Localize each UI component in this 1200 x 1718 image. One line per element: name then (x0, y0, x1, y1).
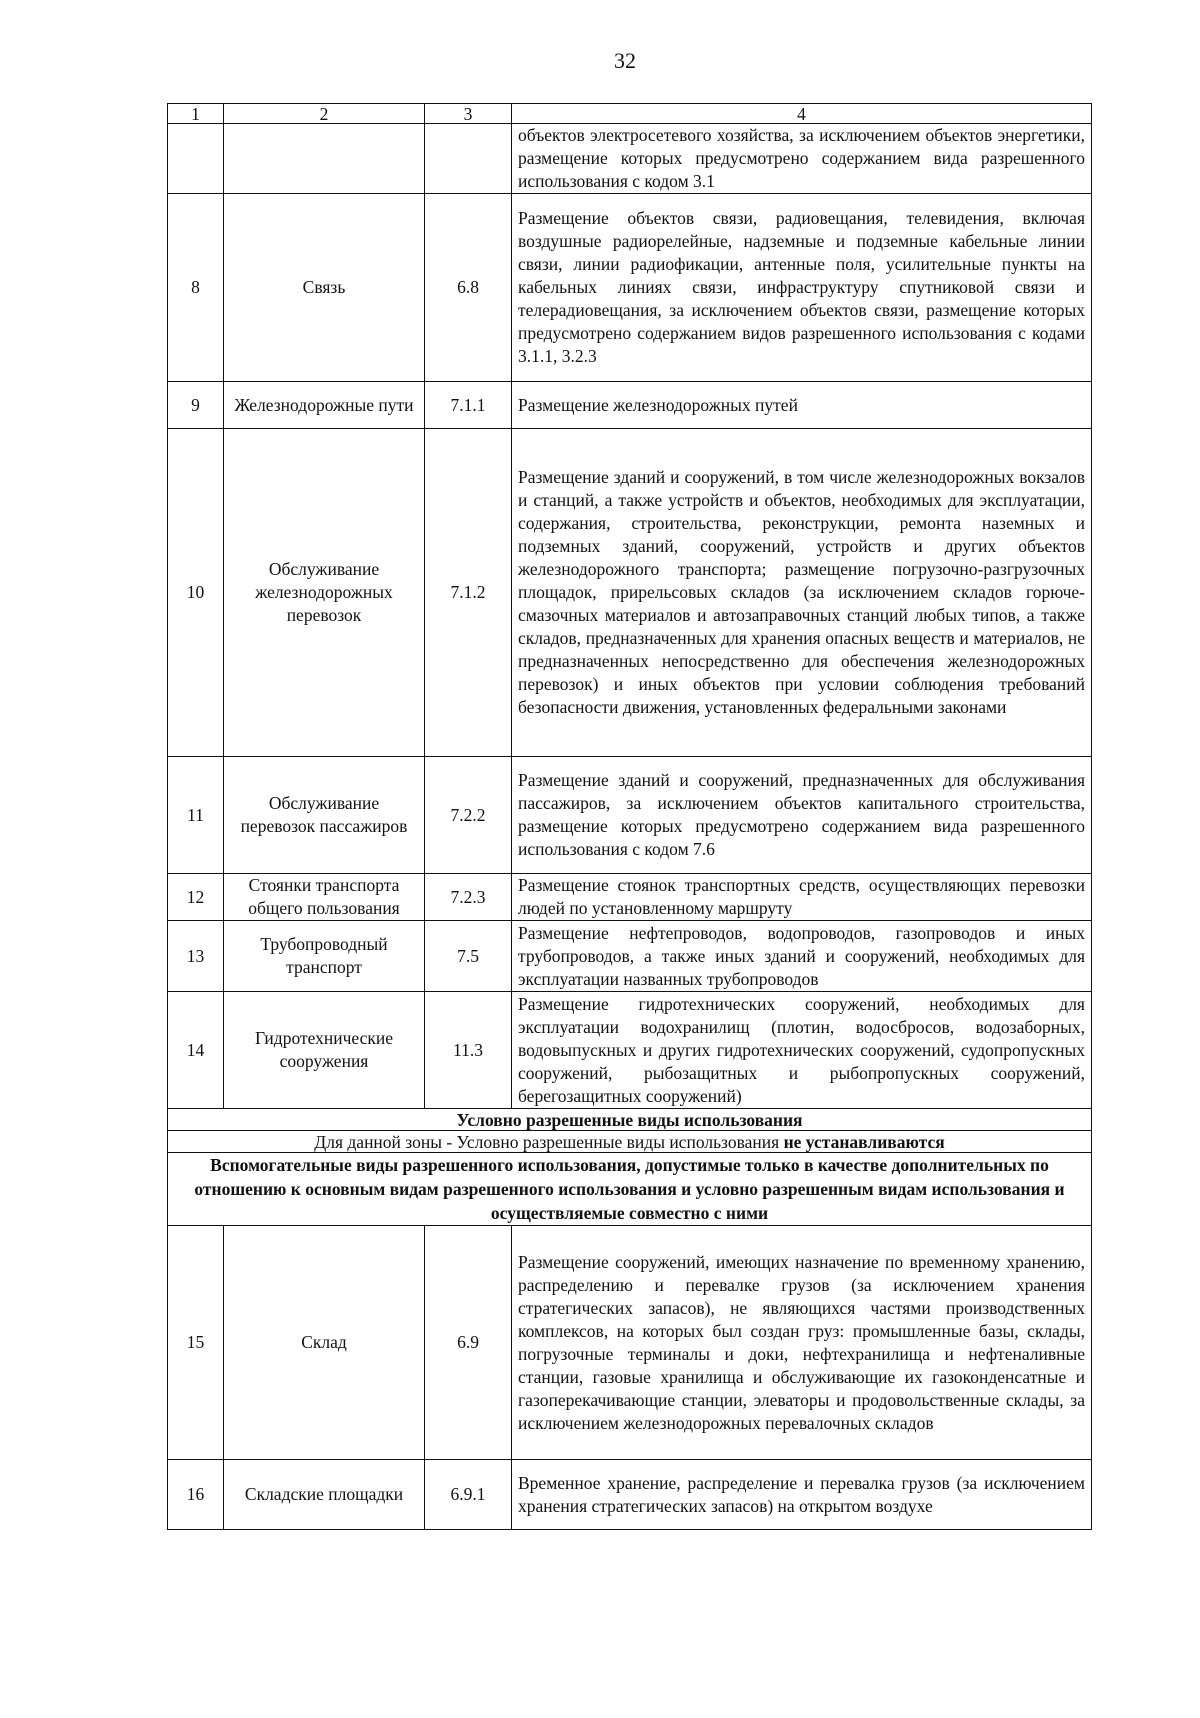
row-number: 8 (168, 194, 224, 382)
zone-note-row (168, 1131, 1092, 1153)
table-row (168, 757, 1092, 874)
table-row (168, 429, 1092, 757)
use-code: 7.2.2 (425, 757, 512, 874)
row-number: 16 (168, 1460, 224, 1530)
use-name: Железнодорожные пути (224, 382, 425, 429)
use-code (425, 124, 512, 194)
use-description: Размещение зданий и сооружений, предназначенных для обслуживания пассажиров, за исключением объектов капитального строительства, размещение которых предусмотрено содержанием вида разрешенного использования с кодом 7.6 (512, 757, 1092, 874)
page-number: 32 (614, 48, 636, 73)
use-description: Размещение зданий и сооружений, в том числе железнодорожных вокзалов и станций, а также устройств и объектов, необходимых для эксплуатации, содержания, строительства, реконструкции, ремонта наземных и подземных зданий, сооружений, устройств и других объектов железнодорожного транспорта; размещение погрузочно-разгрузочных площадок, прирельсовых складов (за исключением складов горюче-смазочных материалов и автозаправочных станций любых типов, а также складов, предназначенных для хранения опасных веществ и материалов, не предназначенных непосредственно для обеспечения железнодорожных перевозок) и иных объектов при условии соблюдения требований безопасности движения, установленных федеральными законами (512, 429, 1092, 757)
land-use-table (167, 103, 1092, 1530)
table-row (168, 124, 1092, 194)
use-code: 6.9.1 (425, 1460, 512, 1530)
use-name: Стоянки транспорта общего пользования (224, 874, 425, 921)
use-name: Склад (224, 1226, 425, 1460)
section-auxiliary-heading: Вспомогательные виды разрешенного использования, допустимые только в качестве дополнительных по отношению к основным видам разрешенного использования и условно разрешенным видам использования и осуществляемые совместно с ними (168, 1153, 1092, 1226)
use-description: Размещение объектов связи, радиовещания, телевидения, включая воздушные радиорелейные, надземные и подземные кабельные линии связи, линии радиофикации, антенные поля, усилительные пункты на кабельных линиях связи, инфраструктуру спутниковой связи и телерадиовещания, за исключением объектов связи, размещение которых предусмотрено содержанием видов разрешенного использования с кодами 3.1.1, 3.2.3 (512, 194, 1092, 382)
zone-note (168, 1131, 1092, 1153)
table-row (168, 874, 1092, 921)
use-code: 7.5 (425, 921, 512, 992)
use-description: Временное хранение, распределение и перевалка грузов (за исключением хранения стратегических запасов) на открытом воздухе (512, 1460, 1092, 1530)
table-row (168, 921, 1092, 992)
header-col-3: 3 (425, 104, 512, 124)
header-col-2: 2 (224, 104, 425, 124)
use-code: 7.2.3 (425, 874, 512, 921)
row-number: 11 (168, 757, 224, 874)
use-name: Гидротехнические сооружения (224, 992, 425, 1109)
use-name: Трубопроводный транспорт (224, 921, 425, 992)
row-number: 12 (168, 874, 224, 921)
use-description: Размещение стоянок транспортных средств, осуществляющих перевозки людей по установленному маршруту (512, 874, 1092, 921)
use-code: 11.3 (425, 992, 512, 1109)
use-code: 6.8 (425, 194, 512, 382)
use-code: 7.1.2 (425, 429, 512, 757)
row-number: 10 (168, 429, 224, 757)
row-number: 14 (168, 992, 224, 1109)
use-description: Размещение нефтепроводов, водопроводов, газопроводов и иных трубопроводов, а также иных зданий и сооружений, необходимых для эксплуатации названных трубопроводов (512, 921, 1092, 992)
table-row (168, 992, 1092, 1109)
use-name: Складские площадки (224, 1460, 425, 1530)
use-description: объектов электросетевого хозяйства, за исключением объектов энергетики, размещение которых предусмотрено содержанием вида разрешенного использования с кодом 3.1 (512, 124, 1092, 194)
row-number: 13 (168, 921, 224, 992)
use-code: 6.9 (425, 1226, 512, 1460)
zone-note-bold: не устанавливаются (783, 1131, 945, 1152)
table-row (168, 1226, 1092, 1460)
section-conditional-heading: Условно разрешенные виды использования (168, 1109, 1092, 1131)
header-col-1: 1 (168, 104, 224, 124)
table-header-row (168, 104, 1092, 124)
use-description: Размещение гидротехнических сооружений, необходимых для эксплуатации водохранилищ (плотин, водосбросов, водозаборных, водовыпускных и других гидротехнических сооружений, судопропускных сооружений, рыбозащитных и рыбопропускных сооружений, берегозащитных сооружений) (512, 992, 1092, 1109)
table-row (168, 194, 1092, 382)
use-code: 7.1.1 (425, 382, 512, 429)
row-number: 9 (168, 382, 224, 429)
section-conditional-row (168, 1109, 1092, 1131)
header-col-4: 4 (512, 104, 1092, 124)
use-name: Обслуживание перевозок пассажиров (224, 757, 425, 874)
use-description: Размещение сооружений, имеющих назначение по временному хранению, распределению и перевалке грузов (за исключением хранения стратегических запасов), не являющихся частями производственных комплексов, на которых был создан груз: промышленные базы, склады, погрузочные терминалы и доки, нефтехранилища и нефтеналивные станции, газовые хранилища и обслуживающие их газоконденсатные и газоперекачивающие станции, элеваторы и продовольственные склады, за исключением железнодорожных перевалочных складов (512, 1226, 1092, 1460)
use-name: Обслуживание железнодорожных перевозок (224, 429, 425, 757)
row-number: 15 (168, 1226, 224, 1460)
table-row (168, 382, 1092, 429)
use-name: Связь (224, 194, 425, 382)
row-number (168, 124, 224, 194)
table-row (168, 1460, 1092, 1530)
use-name (224, 124, 425, 194)
zone-note-prefix: Для данной зоны - Условно разрешенные виды использования (314, 1131, 784, 1152)
section-auxiliary-row (168, 1153, 1092, 1226)
use-description: Размещение железнодорожных путей (512, 382, 1092, 429)
